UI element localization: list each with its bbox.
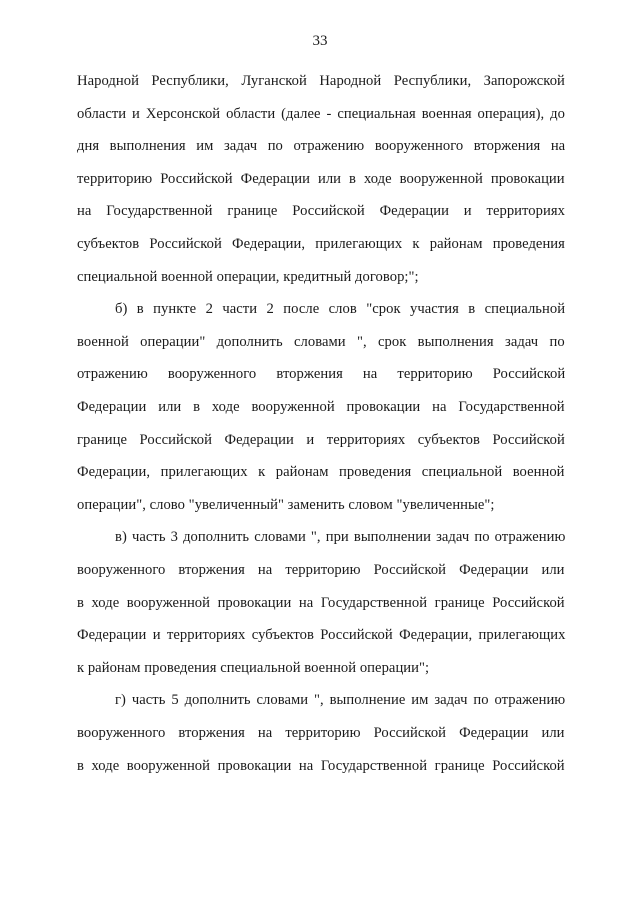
text-line: вооруженного вторжения на территорию Российской Федерации или [77, 562, 565, 578]
text-line: территорию Российской Федерации или в ходе вооруженной провокации [77, 170, 565, 187]
text-line: Федерации и территориях субъектов Российской Федерации, прилегающих [77, 627, 566, 644]
text-line: Федерации, прилегающих к районам проведения специальной военной [77, 464, 565, 481]
page-number: 33 [312, 33, 328, 49]
text-line: дня выполнения им задач по отражению вооруженного вторжения на [77, 138, 566, 155]
text-line: отражению вооруженного вторжения на территорию Российской [77, 366, 566, 383]
text-line: операции", слово "увеличенный" заменить словом "увеличенные"; [77, 496, 495, 513]
text-line: военной операции" дополнить словами ", срок выполнения задач по [77, 333, 565, 350]
text-line: субъектов Российской Федерации, прилегающих к районам проведения [77, 236, 565, 252]
text-line: вооруженного вторжения на территорию Российской Федерации или [77, 725, 565, 741]
text-line: специальной военной операции, кредитный договор;"; [77, 268, 419, 285]
text-line: на Государственной границе Российской Федерации и территориях [77, 203, 565, 220]
text-line: к районам проведения специальной военной операции"; [77, 659, 430, 676]
text-line: в ходе вооруженной провокации на Государственной границе Российской [77, 594, 565, 611]
text-line: Народной Республики, Луганской Народной Республики, Запорожской [77, 73, 565, 89]
text-line: в) часть 3 дополнить словами ", при выполнении задач по отражению [115, 529, 566, 546]
text-line: в ходе вооруженной провокации на Государственной границе Российской [77, 757, 565, 774]
text-line: границе Российской Федерации и территориях субъектов Российской [77, 431, 565, 448]
text-line: Федерации или в ходе вооруженной провокации на Государственной [77, 399, 565, 415]
text-line: области и Херсонской области (далее - специальная военная операция), до [77, 105, 565, 122]
text-line: б) в пункте 2 части 2 после слов "срок участия в специальной [115, 301, 566, 318]
text-line: г) часть 5 дополнить словами ", выполнение им задач по отражению [115, 692, 566, 709]
